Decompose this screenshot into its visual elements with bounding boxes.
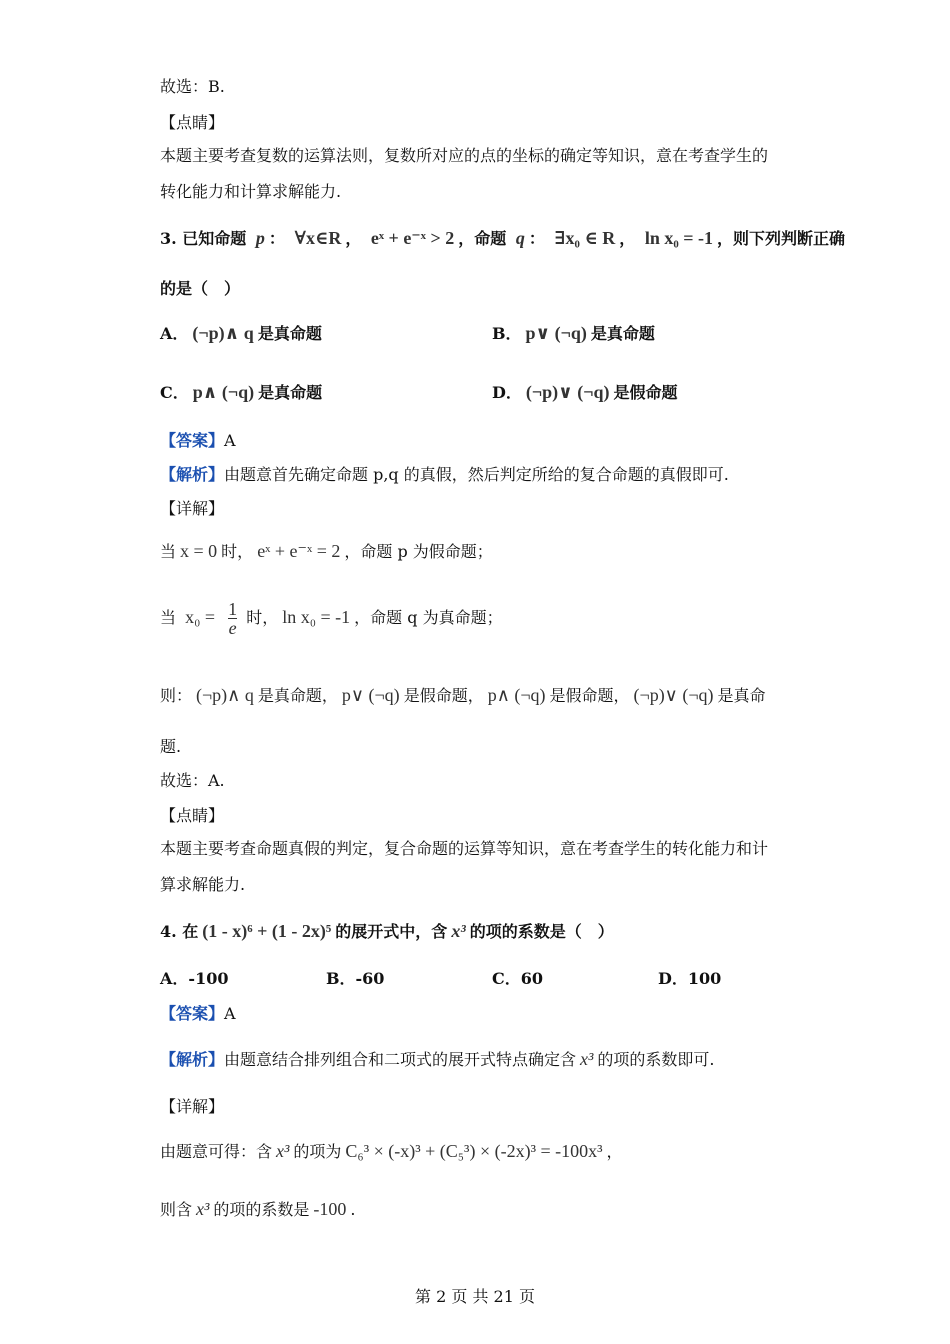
prev-dianjing-label: 【点睛】 [160, 113, 225, 132]
prev-dianjing-line-1: 本题主要考查复数的运算法则，复数所对应的点的坐标的确定等知识，意在考查学生的 [160, 146, 769, 165]
q3-option-a: A． (¬p)∧ q 是真命题 [160, 323, 322, 343]
q3-math-forall: ∀x∈R [294, 228, 342, 248]
q3-dianjing-label: 【点睛】 [160, 806, 225, 825]
q3-detail-line-1: 当 x = 0 时， eˣ + e⁻ˣ = 2 ，命题 p 为假命题； [160, 541, 493, 561]
q3-analysis: 【解析】由题意首先确定命题 p,q 的真假，然后判定所给的复合命题的真假即可. [160, 465, 729, 484]
q3-option-c: C． p∧ (¬q) 是真命题 [160, 382, 323, 402]
q4-option-d: D．100 [658, 969, 722, 988]
q4-stem: 4. 在 (1 - x)⁶ + (1 - 2x)⁵ 的展开式中，含 x³ 的项的系数是（ ） [160, 921, 614, 941]
q3-answer: 【答案】A [160, 431, 236, 450]
q3-detail-line-2: 当 x₀ = $\frac{1}{e}$ 时， ln x₀ = -1 ，命题 q 为真命题； [160, 599, 503, 638]
page-footer: 第 2 页 共 21 页 [415, 1287, 535, 1306]
q3-stem-line-1: 3. 已知命题 p ： ∀x∈R ， eˣ + e⁻ˣ > 2 ，命题 q ： ∃x₀ ∈ R ， ln x₀ = -1 ，则下列判断正确 [160, 228, 846, 248]
q4-option-a: A．-100 [160, 969, 229, 988]
q3-detail-line-4: 题. [160, 737, 182, 756]
q3-option-d: D． (¬p)∨ (¬q) 是假命题 [492, 382, 678, 402]
q3-option-b: B． p∨ (¬q) 是真命题 [492, 323, 655, 343]
q3-choose: 故选：A. [160, 771, 225, 790]
q3-dianjing-line-1: 本题主要考查命题真假的判定，复合命题的运算等知识，意在考查学生的转化能力和计 [160, 839, 769, 858]
prev-choose-line: 故选：B. [160, 77, 225, 96]
q3-fraction: $\frac{1}{e}$ [228, 599, 238, 638]
q4-analysis: 【解析】由题意结合排列组合和二项式的展开式特点确定含 x³ 的项的系数即可. [160, 1049, 715, 1069]
prev-dianjing-line-2: 转化能力和计算求解能力. [160, 182, 342, 201]
q4-detail-label: 【详解】 [160, 1097, 225, 1116]
q4-option-c: C．60 [492, 969, 544, 988]
q4-answer: 【答案】A [160, 1004, 236, 1023]
q3-math-exp: eˣ + e⁻ˣ > 2 [370, 228, 455, 248]
q3-math-ln: ln x₀ = -1 [644, 228, 714, 248]
q4-detail-line-2: 则含 x³ 的项的系数是 -100 . [160, 1199, 356, 1219]
q3-dianjing-line-2: 算求解能力. [160, 875, 246, 894]
q3-detail-line-3: 则： (¬p)∧ q 是真命题， p∨ (¬q) 是假命题， p∧ (¬q) 是假命题， (¬p)∨ (¬q) 是真命 [160, 685, 766, 705]
q3-detail-label: 【详解】 [160, 499, 225, 518]
q4-option-b: B．-60 [326, 969, 385, 988]
q3-math-exists: ∃x₀ ∈ R [554, 228, 616, 248]
q3-stem-line-2: 的是（ ） [160, 279, 241, 298]
q4-detail-line-1: 由题意可得：含 x³ 的项为 C₆³ × (-x)³ + (C₅³) × (-2x)³ = -100x³ ， [160, 1141, 623, 1161]
